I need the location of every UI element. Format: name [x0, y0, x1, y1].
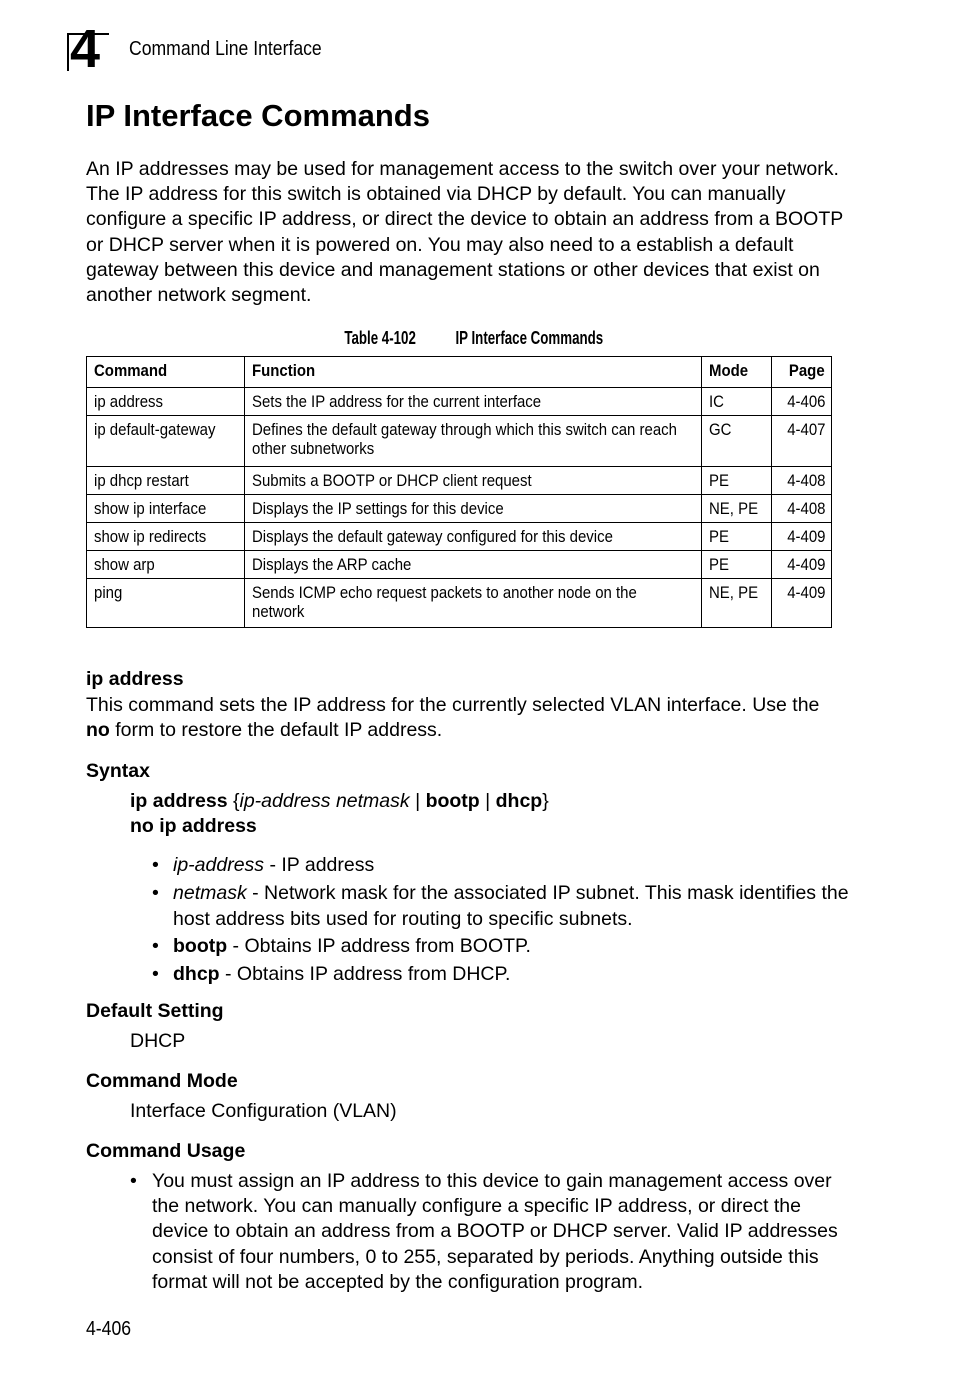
- list-item: • ip-address - IP address: [130, 852, 850, 878]
- table-caption: [0, 328, 954, 349]
- cell-mode: GC: [702, 416, 772, 467]
- default-setting-value: DHCP: [130, 1030, 186, 1052]
- cell-page: 4-408: [772, 495, 832, 523]
- cell-mode: IC: [702, 388, 772, 416]
- intro-paragraph: An IP addresses may be used for management access to the switch over your network. The IP address for this switch is obtained via DHCP by default. You can manually configure a specific IP address, or direct the device to obtain an address from a BOOTP or DHCP server when it is powered on. You may also need to a establish a default gateway between this device and management stations or other devices that exist on another network segment.: [86, 158, 843, 307]
- table-row: [87, 495, 832, 523]
- header-command: Command: [87, 357, 245, 388]
- list-item: • dhcp - Obtains IP address from DHCP.: [130, 961, 850, 987]
- cell-function: Displays the default gateway configured for this device: [245, 523, 702, 551]
- command-usage-heading: Command Usage: [86, 1140, 246, 1162]
- table-row: [87, 551, 832, 579]
- table-header-row: [87, 357, 832, 388]
- cell-mode: PE: [702, 551, 772, 579]
- cell-function: Displays the IP settings for this device: [245, 495, 702, 523]
- command-mode-value: Interface Configuration (VLAN): [130, 1100, 397, 1122]
- cell-page: 4-407: [772, 416, 832, 467]
- table-row: [87, 579, 832, 628]
- table-row: [87, 467, 832, 495]
- list-item: • netmask - Network mask for the associated IP subnet. This mask identifies the host address bits used for routing to specific subnets.: [130, 880, 850, 932]
- cell-command: show ip interface: [87, 495, 245, 523]
- cell-command: ping: [87, 579, 245, 628]
- table-row: [87, 416, 832, 467]
- cell-function: Defines the default gateway through which this switch can reach other subnetworks: [245, 416, 702, 467]
- cell-page: 4-409: [772, 579, 832, 628]
- list-item: • You must assign an IP address to this device to gain management access over the network. You can manually configure a specific IP address, or direct the device to obtain an address from a BOOTP or DHCP server. Valid IP addresses consist of four numbers, 0 to 255, separated by periods. Anything outside this format will not be accepted by the configuration program.: [130, 1169, 850, 1295]
- header-mode: Mode: [702, 357, 772, 388]
- list-item: • bootp - Obtains IP address from BOOTP.: [130, 933, 850, 959]
- cell-command: show ip redirects: [87, 523, 245, 551]
- cell-mode: PE: [702, 523, 772, 551]
- usage-list: [130, 1169, 850, 1295]
- cell-command: ip address: [87, 388, 245, 416]
- cell-command: ip dhcp restart: [87, 467, 245, 495]
- syntax-no-form: no ip address: [130, 815, 257, 837]
- cell-mode: PE: [702, 467, 772, 495]
- cell-command: show arp: [87, 551, 245, 579]
- cell-function: Sends ICMP echo request packets to another node on the network: [245, 579, 702, 628]
- page-title: IP Interface Commands: [86, 98, 430, 133]
- table-row: [87, 523, 832, 551]
- cell-mode: NE, PE: [702, 579, 772, 628]
- cell-function: Displays the ARP cache: [245, 551, 702, 579]
- cell-command: ip default-gateway: [87, 416, 245, 467]
- syntax-line: ip address {ip-address netmask | bootp | dhcp}: [130, 790, 549, 812]
- cell-function: Submits a BOOTP or DHCP client request: [245, 467, 702, 495]
- cell-function: Sets the IP address for the current interface: [245, 388, 702, 416]
- syntax-heading: Syntax: [86, 760, 150, 782]
- command-mode-heading: Command Mode: [86, 1070, 238, 1092]
- commands-table: [86, 356, 832, 628]
- header-page: Page: [772, 357, 832, 388]
- chapter-number: 4: [70, 19, 99, 79]
- cell-mode: NE, PE: [702, 495, 772, 523]
- default-setting-heading: Default Setting: [86, 1000, 224, 1022]
- cell-page: 4-409: [772, 523, 832, 551]
- header-function: Function: [245, 357, 702, 388]
- page-number: 4-406: [86, 1318, 132, 1340]
- command-title: ip address: [86, 668, 184, 690]
- running-header-title: Command Line Interface: [129, 38, 322, 60]
- parameter-list: [130, 852, 850, 988]
- table-row: [87, 388, 832, 416]
- table-caption-number: Table 4-102: [344, 328, 417, 348]
- table-caption-title: IP Interface Commands: [455, 328, 604, 348]
- cell-page: 4-406: [772, 388, 832, 416]
- cell-page: 4-409: [772, 551, 832, 579]
- cell-page: 4-408: [772, 467, 832, 495]
- command-description: This command sets the IP address for the currently selected VLAN interface. Use the no form to restore the default IP address.: [86, 694, 820, 742]
